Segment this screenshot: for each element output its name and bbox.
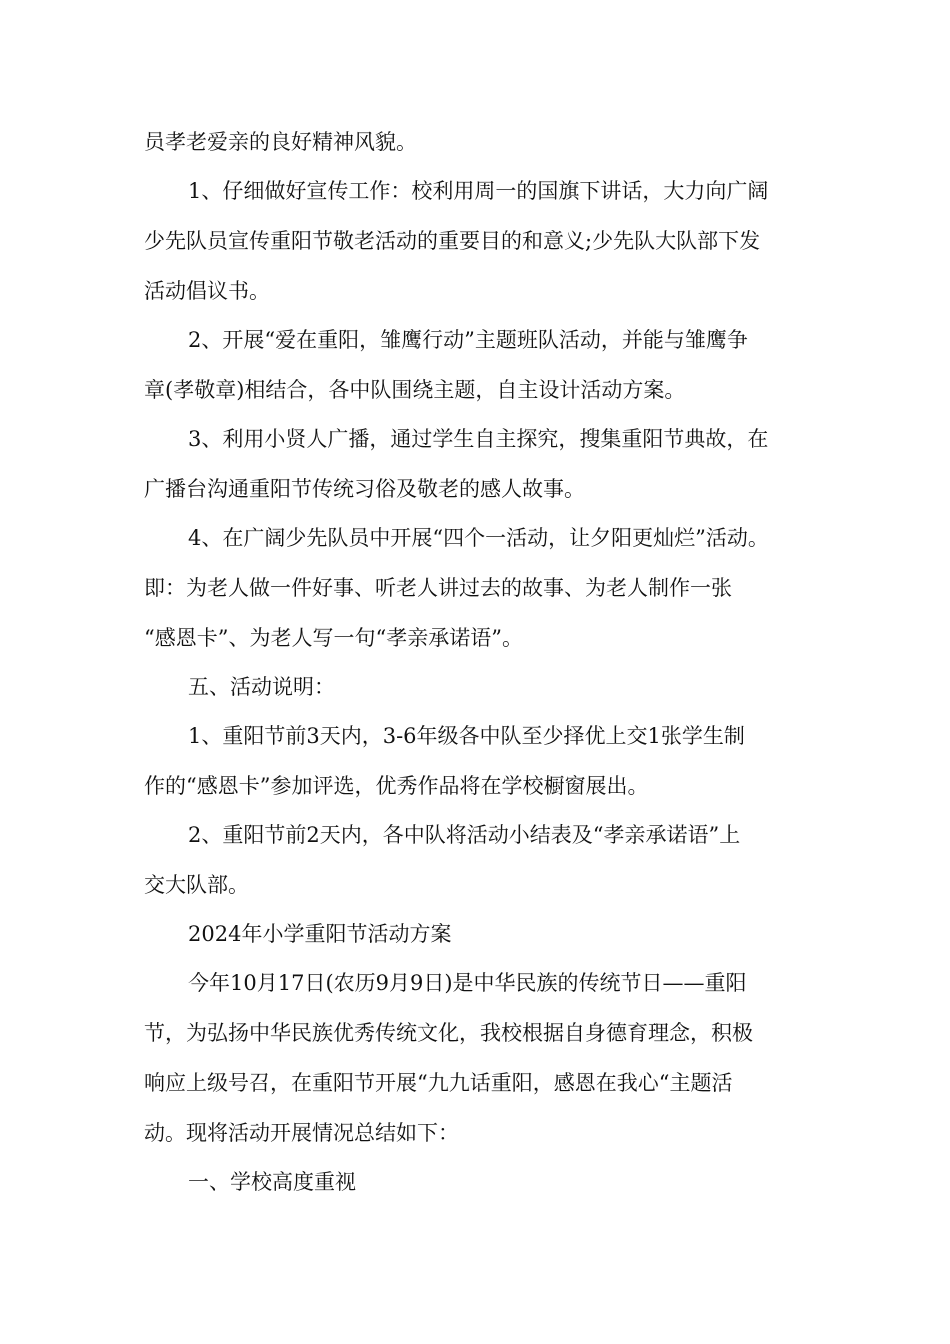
paragraph-4-line-2: 即：为老人做一件好事、听老人讲过去的故事、为老人制作一张 — [144, 576, 732, 600]
paragraph-1-line-3: 活动倡议书。 — [144, 279, 270, 303]
intro-line-3: 响应上级号召，在重阳节开展“九九话重阳，感恩在我心“主题活 — [144, 1071, 733, 1095]
paragraph-3-line-2: 广播台沟通重阳节传统习俗及敬老的感人故事。 — [144, 477, 585, 501]
note-1-line-2: 作的“感恩卡”参加评选，优秀作品将在学校橱窗展出。 — [144, 774, 649, 798]
intro-line-4: 动。现将活动开展情况总结如下： — [144, 1121, 459, 1145]
paragraph-3-line-1: 3、利用小贤人广播，通过学生自主探究，搜集重阳节典故，在 — [188, 427, 769, 451]
intro-line-1: 今年10月17日(农历9月9日)是中华民族的传统节日——重阳 — [188, 971, 747, 995]
note-2-line-2: 交大队部。 — [144, 873, 249, 897]
note-1-line-1: 1、重阳节前3天内，3-6年级各中队至少择优上交1张学生制 — [188, 724, 745, 748]
paragraph-2-line-1: 2、开展“爱在重阳，雏鹰行动”主题班队活动，并能与雏鹰争 — [188, 328, 748, 352]
note-2-line-1: 2、重阳节前2天内，各中队将活动小结表及“孝亲承诺语”上 — [188, 823, 741, 847]
text-line: 员孝老爱亲的良好精神风貌。 — [144, 130, 417, 154]
paragraph-4-line-1: 4、在广阔少先队员中开展“四个一活动，让夕阳更灿烂”活动。 — [188, 526, 769, 550]
intro-line-2: 节，为弘扬中华民族优秀传统文化，我校根据自身德育理念，积极 — [144, 1021, 753, 1045]
section-heading-school-attention: 一、学校高度重视 — [188, 1170, 356, 1194]
paragraph-1-line-1: 1、仔细做好宣传工作：校利用周一的国旗下讲话，大力向广阔 — [188, 179, 769, 203]
section-heading-activity-notes: 五、活动说明： — [188, 675, 335, 699]
paragraph-2-line-2: 章(孝敬章)相结合，各中队围绕主题，自主设计活动方案。 — [144, 378, 686, 402]
paragraph-4-line-3: “感恩卡”、为老人写一句“孝亲承诺语”。 — [144, 626, 523, 650]
paragraph-1-line-2: 少先队员宣传重阳节敬老活动的重要目的和意义;少先队大队部下发 — [144, 229, 761, 253]
document-title: 2024年小学重阳节活动方案 — [188, 922, 452, 946]
